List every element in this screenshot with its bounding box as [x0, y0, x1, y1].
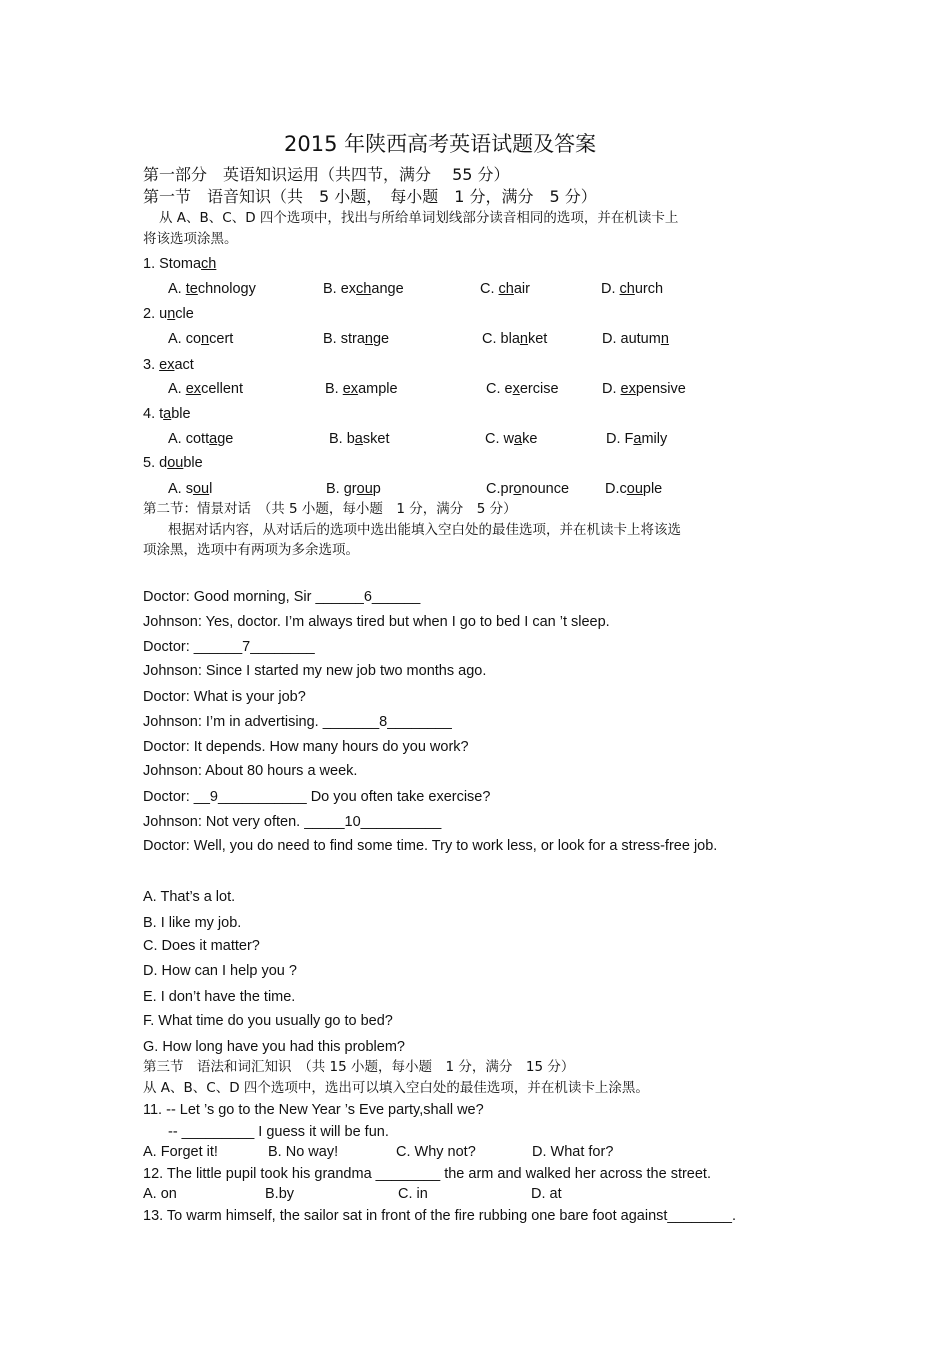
text-segment: chnology	[197, 281, 256, 297]
underlined-segment: n	[519, 331, 528, 347]
text-segment: ble	[183, 455, 203, 471]
text-segment: C. w	[485, 431, 514, 447]
q12-option-a: A. on	[143, 1186, 177, 1202]
phonetic-option	[326, 480, 381, 498]
dialogue-line: Doctor: What is your job?	[143, 689, 306, 705]
phonetic-option	[601, 280, 663, 298]
text-segment: ample	[358, 381, 398, 397]
phonetic-option	[606, 430, 667, 448]
underlined-segment: ou	[192, 481, 210, 497]
text-segment: B. gr	[326, 481, 357, 497]
q11-option-c: C. Why not?	[396, 1144, 476, 1160]
section2-instruction-cont: 项涂黑，选项中有两项为多余选项。	[143, 542, 359, 558]
text-segment: 4. t	[143, 406, 164, 422]
underlined-segment: ou	[626, 481, 643, 497]
underlined-segment: ex	[185, 381, 202, 397]
dialogue-line: Doctor: __9___________ Do you often take exercise?	[143, 789, 491, 805]
q12-option-c: C. in	[398, 1186, 428, 1202]
underlined-segment: ch	[201, 256, 217, 272]
section3-instruction: 从 A、B、C、D 四个选项中，选出可以填入空白处的最佳选项，并在机读卡上涂黑。	[143, 1080, 649, 1096]
text-segment: 2. u	[143, 306, 168, 322]
underlined-segment: ch	[498, 281, 514, 297]
underlined-segment: ou	[167, 455, 184, 471]
phonetic-option	[168, 380, 243, 398]
part1-heading: 第一部分 英语知识运用（共四节，满分 55 分）	[143, 165, 510, 184]
phonetic-option	[168, 480, 212, 498]
underlined-segment: ex	[159, 357, 175, 373]
text-segment: A.	[168, 381, 186, 397]
phonetic-option	[325, 380, 398, 398]
phonetic-option	[168, 280, 256, 298]
text-segment: D.	[602, 381, 621, 397]
phonetic-option	[605, 480, 662, 498]
q11-option-a: A. Forget it!	[143, 1144, 218, 1160]
underlined-segment: ch	[619, 281, 635, 297]
phonetic-option	[480, 280, 530, 298]
section2-instruction: 根据对话内容，从对话后的选项中选出能填入空白处的最佳选项，并在机读卡上将该选	[168, 522, 681, 538]
phonetic-question-stem	[143, 356, 194, 374]
dialogue-option: A. That’s a lot.	[143, 889, 236, 905]
text-segment: act	[174, 357, 194, 373]
phonetic-option	[168, 330, 233, 348]
q11-option-b: B. No way!	[268, 1144, 339, 1160]
underlined-segment: a	[163, 406, 172, 422]
text-segment: 5. d	[143, 455, 168, 471]
text-segment: B.	[325, 381, 343, 397]
section3-heading: 第三节 语法和词汇知识 （共 15 小题，每小题 1 分，满分 15 分）	[143, 1059, 575, 1075]
text-segment: 1. Stoma	[143, 256, 202, 272]
text-segment: D.c	[605, 481, 627, 497]
text-segment: cle	[175, 306, 194, 322]
phonetic-question-stem	[143, 305, 194, 323]
text-segment: A. cott	[168, 431, 210, 447]
underlined-segment: ex	[620, 381, 636, 397]
text-segment: mily	[641, 431, 668, 447]
page-title: 2015 年陕西高考英语试题及答案	[284, 132, 597, 156]
phonetic-option	[485, 430, 537, 448]
underlined-segment: n	[660, 331, 669, 347]
dialogue-option: D. How can I help you ?	[143, 963, 297, 979]
text-segment: ercise	[519, 381, 559, 397]
question-13: 13. To warm himself, the sailor sat in front of the fire rubbing one bare foot against________.	[143, 1208, 736, 1224]
text-segment: D. autum	[602, 331, 661, 347]
underlined-segment: x	[512, 381, 520, 397]
question-12: 12. The little pupil took his grandma ________ the arm and walked her across the street.	[143, 1166, 711, 1182]
dialogue-line: Doctor: Well, you do need to find some time. Try to work less, or look for a stress-free job.	[143, 838, 718, 854]
phonetic-question-stem	[143, 405, 191, 423]
text-segment: urch	[634, 281, 664, 297]
underlined-segment: a	[209, 431, 218, 447]
phonetic-option	[486, 480, 569, 498]
text-segment: pensive	[635, 381, 686, 397]
dialogue-line: Doctor: ______7________	[143, 639, 315, 655]
text-segment: A. co	[168, 331, 202, 347]
text-segment: C. bla	[482, 331, 520, 347]
text-segment: cellent	[201, 381, 243, 397]
phonetic-option	[329, 430, 389, 448]
text-segment: air	[513, 281, 530, 297]
phonetic-option	[323, 330, 389, 348]
underlined-segment: n	[364, 331, 373, 347]
dialogue-option: E. I don’t have the time.	[143, 989, 296, 1005]
text-segment: ket	[527, 331, 548, 347]
underlined-segment: a	[633, 431, 642, 447]
text-segment: 3.	[143, 357, 160, 373]
text-segment: ple	[642, 481, 663, 497]
underlined-segment: te	[185, 281, 198, 297]
text-segment: D. F	[606, 431, 634, 447]
question-11: 11. -- Let ’s go to the New Year ’s Eve party,shall we?	[143, 1102, 484, 1118]
dialogue-line: Johnson: Not very often. _____10__________	[143, 814, 442, 830]
q12-option-d: D. at	[531, 1186, 562, 1202]
phonetic-question-stem	[143, 255, 216, 273]
text-segment: sket	[362, 431, 390, 447]
underlined-segment: n	[167, 306, 176, 322]
underlined-segment: o	[513, 481, 522, 497]
dialogue-line: Doctor: Good morning, Sir ______6______	[143, 589, 421, 605]
underlined-segment: a	[354, 431, 363, 447]
q12-option-b: B.by	[265, 1186, 295, 1202]
text-segment: l	[209, 481, 213, 497]
text-segment: ange	[371, 281, 404, 297]
phonetic-question-stem	[143, 454, 203, 472]
phonetic-option	[482, 330, 547, 348]
text-segment: ble	[171, 406, 191, 422]
section1-heading: 第一节 语音知识（共 5 小题， 每小题 1 分，满分 5 分）	[143, 187, 597, 206]
dialogue-line: Doctor: It depends. How many hours do you work?	[143, 739, 469, 755]
text-segment: ge	[372, 331, 390, 347]
underlined-segment: ex	[342, 381, 359, 397]
question-11-response: -- _________ I guess it will be fun.	[168, 1124, 389, 1140]
text-segment: D.	[601, 281, 620, 297]
section2-heading: 第二节：情景对话 （共 5 小题，每小题 1 分，满分 5 分）	[143, 501, 517, 517]
text-segment: A. s	[168, 481, 193, 497]
text-segment: B. b	[329, 431, 355, 447]
text-segment: nounce	[521, 481, 570, 497]
text-segment: C.	[480, 281, 499, 297]
text-segment: A.	[168, 281, 186, 297]
underlined-segment: ch	[356, 281, 372, 297]
text-segment: C. e	[486, 381, 513, 397]
dialogue-line: Johnson: I’m in advertising. _______8________	[143, 714, 452, 730]
phonetic-option	[602, 330, 669, 348]
text-segment: C.pr	[486, 481, 514, 497]
dialogue-option: G. How long have you had this problem?	[143, 1039, 405, 1055]
text-segment: B. stra	[323, 331, 365, 347]
phonetic-option	[168, 430, 233, 448]
dialogue-line: Johnson: Yes, doctor. I’m always tired but when I go to bed I can ’t sleep.	[143, 614, 610, 630]
text-segment: ge	[217, 431, 234, 447]
text-segment: p	[372, 481, 381, 497]
text-segment: ke	[522, 431, 538, 447]
text-segment: cert	[209, 331, 234, 347]
phonetic-option	[323, 280, 404, 298]
underlined-segment: ou	[356, 481, 373, 497]
text-segment: B. ex	[323, 281, 357, 297]
phonetic-option	[486, 380, 559, 398]
underlined-segment: a	[514, 431, 523, 447]
section1-instruction: 从 A、B、C、D 四个选项中，找出与所给单词划线部分读音相同的选项，并在机读卡上	[159, 210, 679, 226]
q11-option-d: D. What for?	[532, 1144, 614, 1160]
dialogue-option: B. I like my job.	[143, 915, 242, 931]
dialogue-option: F. What time do you usually go to bed?	[143, 1013, 393, 1029]
dialogue-line: Johnson: Since I started my new job two months ago.	[143, 663, 487, 679]
dialogue-line: Johnson: About 80 hours a week.	[143, 763, 358, 779]
underlined-segment: n	[201, 331, 210, 347]
dialogue-option: C. Does it matter?	[143, 938, 260, 954]
phonetic-option	[602, 380, 686, 398]
section1-instruction-cont: 将该选项涂黑。	[143, 231, 238, 247]
